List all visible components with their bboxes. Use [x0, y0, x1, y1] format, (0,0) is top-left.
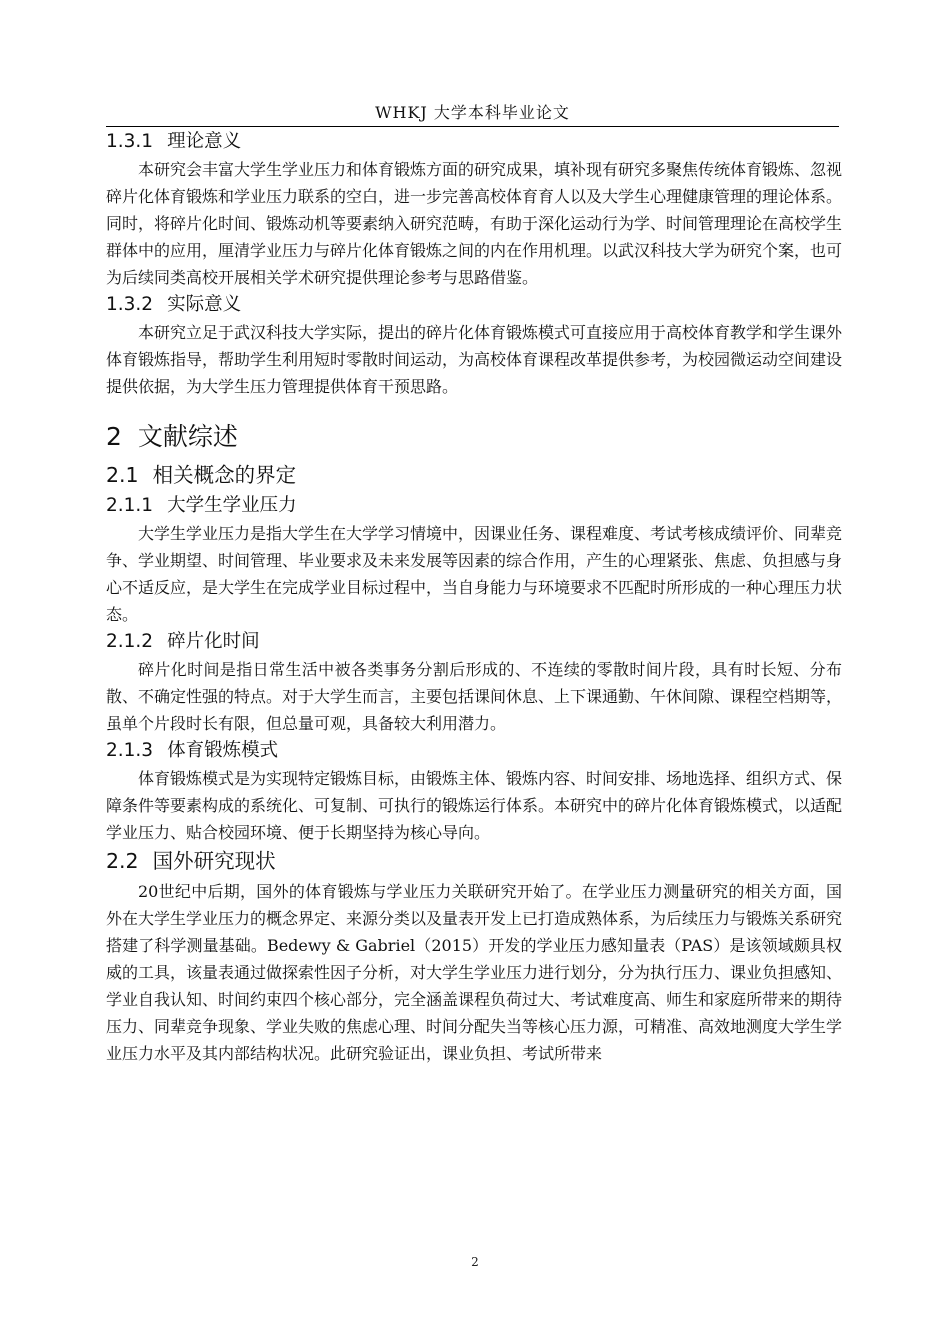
- heading-2-1-1: [106, 492, 842, 520]
- heading-text: 理论意义: [167, 131, 242, 152]
- paragraph-1-3-2: 本研究立足于武汉科技大学实际，提出的碎片化体育锻炼模式可直接应用于高校体育教学和学生课外体育锻炼指导，帮助学生利用短时零散时间运动，为高校体育课程改革提供参考，为校园微运动空间建设提供依据，为大学生压力管理提供体育干预思路。: [106, 323, 843, 396]
- paragraph-2-1-2: 碎片化时间是指日常生活中被各类事务分割后形成的、不连续的零散时间片段，具有时长短、分布散、不确定性强的特点。对于大学生而言，主要包括课间休息、上下课通勤、午休间隙、课程空档期等，虽单个片段时长有限，但总量可观，具备较大利用潜力。: [106, 660, 843, 733]
- heading-number: 2: [106, 422, 122, 451]
- page-header: WHKJ 大学本科毕业论文: [106, 100, 839, 127]
- paragraph-1-3-1: 本研究会丰富大学生学业压力和体育锻炼方面的研究成果，填补现有研究多聚焦传统体育锻炼、忽视碎片化体育锻炼和学业压力联系的空白，进一步完善高校体育育人以及大学生心理健康管理的理论体系。同时，将碎片化时间、锻炼动机等要素纳入研究范畴，有助于深化运动行为学、时间管理理论在高校学生群体中的应用，厘清学业压力与碎片化体育锻炼之间的内在作用机理。以武汉科技大学为研究个案，也可为后续同类高校开展相关学术研究提供理论参考与思路借鉴。: [106, 160, 843, 287]
- heading-2-1-2: [106, 628, 842, 656]
- heading-text: 国外研究现状: [152, 849, 276, 873]
- heading-number: 2.2: [106, 849, 139, 873]
- heading-2: [106, 420, 842, 454]
- heading-text: 相关概念的界定: [152, 463, 297, 487]
- paragraph-2-1-3: 体育锻炼模式是为实现特定锻炼目标，由锻炼主体、锻炼内容、时间安排、场地选择、组织方式、保障条件等要素构成的系统化、可复制、可执行的锻炼运行体系。本研究中的碎片化体育锻炼模式，以适配学业压力、贴合校园环境、便于长期坚持为核心导向。: [106, 769, 843, 842]
- heading-number: 2.1: [106, 463, 139, 487]
- page-number: 2: [471, 1255, 479, 1269]
- heading-number: 2.1.2: [106, 631, 154, 652]
- heading-1-3-2: [106, 291, 842, 319]
- page-content: [106, 128, 842, 1067]
- heading-2-1-3: [106, 737, 842, 765]
- heading-number: 2.1.3: [106, 740, 154, 761]
- heading-text: 实际意义: [167, 294, 242, 315]
- heading-number: 1.3.2: [106, 294, 154, 315]
- heading-text: 大学生学业压力: [167, 495, 297, 516]
- heading-text: 碎片化时间: [167, 631, 260, 652]
- heading-1-3-1: [106, 128, 842, 156]
- heading-2-1: [106, 460, 842, 490]
- paragraph-2-2: 20世纪中后期，国外的体育锻炼与学业压力关联研究开始了。在学业压力测量研究的相关方面，国外在大学生学业压力的概念界定、来源分类以及量表开发上已打造成熟体系，为后续压力与锻炼关系研究搭建了科学测量基础。Bedewy & Gabriel（2015）开发的学业压力感知量表（PAS）是该领域颇具权威的工具，该量表通过做探索性因子分析，对大学生学业压力进行划分，分为执行压力、课业负担感知、学业自我认知、时间约束四个核心部分，完全涵盖课程负荷过大、考试难度高、师生和家庭所带来的期待压力、同辈竞争现象、学业失败的焦虑心理、时间分配失当等核心压力源，可精准、高效地测度大学生学业压力水平及其内部结构状况。此研究验证出，课业负担、考试所带来: [106, 882, 843, 1063]
- heading-text: 文献综述: [137, 422, 238, 451]
- heading-number: 2.1.1: [106, 495, 154, 516]
- heading-2-2: [106, 846, 842, 876]
- paragraph-2-1-1: 大学生学业压力是指大学生在大学学习情境中，因课业任务、课程难度、考试考核成绩评价、同辈竞争、学业期望、时间管理、毕业要求及未来发展等因素的综合作用，产生的心理紧张、焦虑、负担感与身心不适反应，是大学生在完成学业目标过程中，当自身能力与环境要求不匹配时所形成的一种心理压力状态。: [106, 524, 843, 624]
- heading-number: 1.3.1: [106, 131, 154, 152]
- heading-text: 体育锻炼模式: [167, 740, 279, 761]
